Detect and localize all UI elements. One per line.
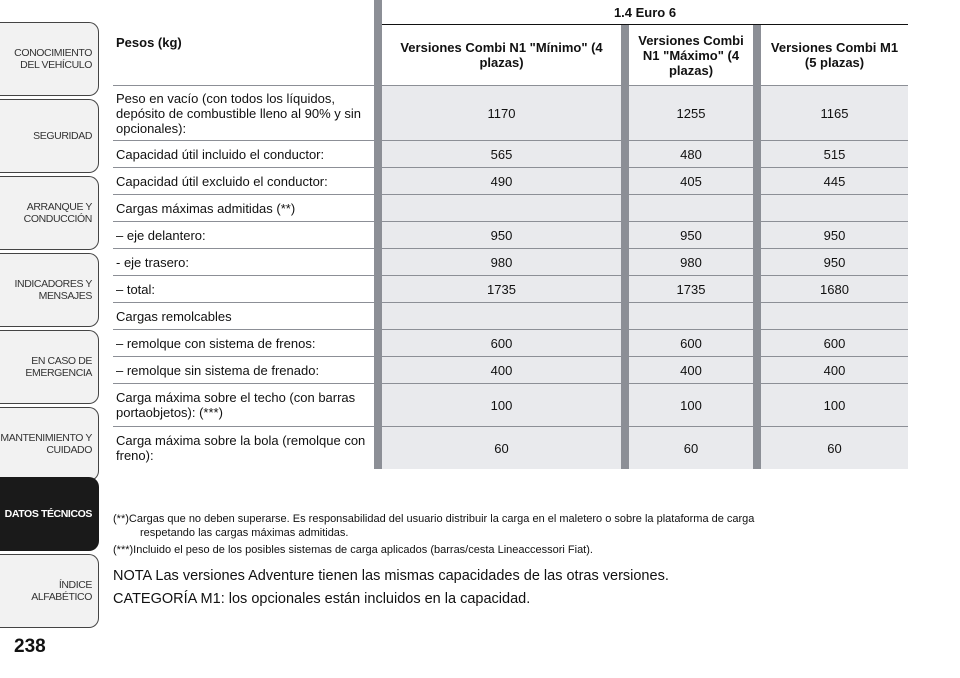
column-separator: [621, 25, 629, 86]
footnotes: [113, 512, 913, 557]
row-label: Peso en vacío (con todos los líquidos, depósito de combustible lleno al 90% y sin opcionales):: [113, 86, 374, 141]
table-row: [113, 86, 908, 141]
table-row: [113, 384, 908, 427]
cell-value: 405: [629, 168, 753, 195]
tab-indicadores-y-mensajes[interactable]: INDICADORES Y MENSAJES: [0, 253, 99, 327]
cell-value: [382, 195, 621, 222]
cell-value: 400: [761, 357, 908, 384]
column-header-m1: Versiones Combi M1 (5 plazas): [761, 25, 908, 86]
row-label: – total:: [113, 276, 374, 303]
cell-value: 1735: [382, 276, 621, 303]
cell-value: [761, 195, 908, 222]
row-header-pesos: Pesos (kg): [116, 35, 182, 50]
weights-table-section: [113, 0, 908, 469]
table-row: [113, 141, 908, 168]
cell-value: 100: [382, 384, 621, 427]
cell-value: 1680: [761, 276, 908, 303]
cell-value: 490: [382, 168, 621, 195]
column-header-n1-maximo: Versiones Combi N1 "Máximo" (4 plazas): [629, 25, 753, 86]
footnote-loads-continued: respetando las cargas máximas admitidas.: [140, 527, 349, 539]
cell-value: [629, 195, 753, 222]
cell-value: 100: [761, 384, 908, 427]
table-row: [113, 222, 908, 249]
tab-datos-tecnicos[interactable]: DATOS TÉCNICOS: [0, 477, 99, 551]
cell-value: 565: [382, 141, 621, 168]
cell-value: 60: [382, 427, 621, 470]
table-row: [113, 357, 908, 384]
row-label: Cargas remolcables: [113, 303, 374, 330]
table-header-row: [113, 0, 908, 25]
column-separator: [753, 25, 761, 86]
cell-value: 600: [382, 330, 621, 357]
cell-value: 480: [629, 141, 753, 168]
cell-value: 980: [629, 249, 753, 276]
footnote-loads: (**)Cargas que no deben superarse. Es responsabilidad del usuario distribuir la carga en el maletero o sobre la plataforma de carga: [113, 513, 755, 525]
cell-value: 950: [382, 222, 621, 249]
cell-value: [382, 303, 621, 330]
table-row: [113, 330, 908, 357]
note-category-m1: CATEGORÍA M1: los opcionales están incluidos en la capacidad.: [113, 591, 531, 607]
note-adventure-versions: NOTA Las versiones Adventure tienen las mismas capacidades de las otras versiones.: [113, 568, 669, 584]
page-number: 238: [14, 636, 46, 657]
tab-indice-alfabetico[interactable]: ÍNDICE ALFABÉTICO: [0, 554, 99, 628]
column-header-n1-minimo: Versiones Combi N1 "Mínimo" (4 plazas): [382, 25, 621, 86]
table-row: [113, 276, 908, 303]
table-row: [113, 168, 908, 195]
row-label: - eje trasero:: [113, 249, 374, 276]
cell-value: [629, 303, 753, 330]
footnote-roof-systems: (***)Incluido el peso de los posibles sistemas de carga aplicados (barras/cesta Lineaccessori Fiat).: [113, 544, 593, 556]
cell-value: 60: [761, 427, 908, 470]
row-label: – remolque con sistema de frenos:: [113, 330, 374, 357]
row-label: Cargas máximas admitidas (**): [113, 195, 374, 222]
row-label: Capacidad útil incluido el conductor:: [113, 141, 374, 168]
cell-value: 400: [629, 357, 753, 384]
tab-arranque-y-conduccion[interactable]: ARRANQUE Y CONDUCCIÓN: [0, 176, 99, 250]
cell-value: 515: [761, 141, 908, 168]
table-row: [113, 427, 908, 470]
cell-value: 445: [761, 168, 908, 195]
row-label: Capacidad útil excluido el conductor:: [113, 168, 374, 195]
table-row: [113, 195, 908, 222]
cell-value: 100: [629, 384, 753, 427]
table-row: [113, 303, 908, 330]
row-label: Carga máxima sobre el techo (con barras portaobjetos): (***): [113, 384, 374, 427]
cell-value: 980: [382, 249, 621, 276]
column-separator: [374, 0, 382, 86]
cell-value: 400: [382, 357, 621, 384]
cell-value: 1165: [761, 86, 908, 141]
weights-table: [113, 0, 908, 469]
cell-value: 60: [629, 427, 753, 470]
tab-seguridad[interactable]: SEGURIDAD: [0, 99, 99, 173]
cell-value: 950: [761, 249, 908, 276]
cell-value: 1735: [629, 276, 753, 303]
cell-value: 1255: [629, 86, 753, 141]
tab-en-caso-de-emergencia[interactable]: EN CASO DE EMERGENCIA: [0, 330, 99, 404]
cell-value: 1170: [382, 86, 621, 141]
table-row: [113, 249, 908, 276]
tab-conocimiento-del-vehiculo[interactable]: CONOCIMIENTO DEL VEHÍCULO: [0, 22, 99, 96]
cell-value: [761, 303, 908, 330]
cell-value: 950: [629, 222, 753, 249]
cell-value: 950: [761, 222, 908, 249]
row-label: Carga máxima sobre la bola (remolque con freno):: [113, 427, 374, 470]
cell-value: 600: [761, 330, 908, 357]
row-label: – eje delantero:: [113, 222, 374, 249]
tab-mantenimiento-y-cuidado[interactable]: MANTENIMIENTO Y CUIDADO: [0, 407, 99, 481]
cell-value: 600: [629, 330, 753, 357]
row-label: – remolque sin sistema de frenado:: [113, 357, 374, 384]
group-header-engine: 1.4 Euro 6: [613, 4, 677, 20]
